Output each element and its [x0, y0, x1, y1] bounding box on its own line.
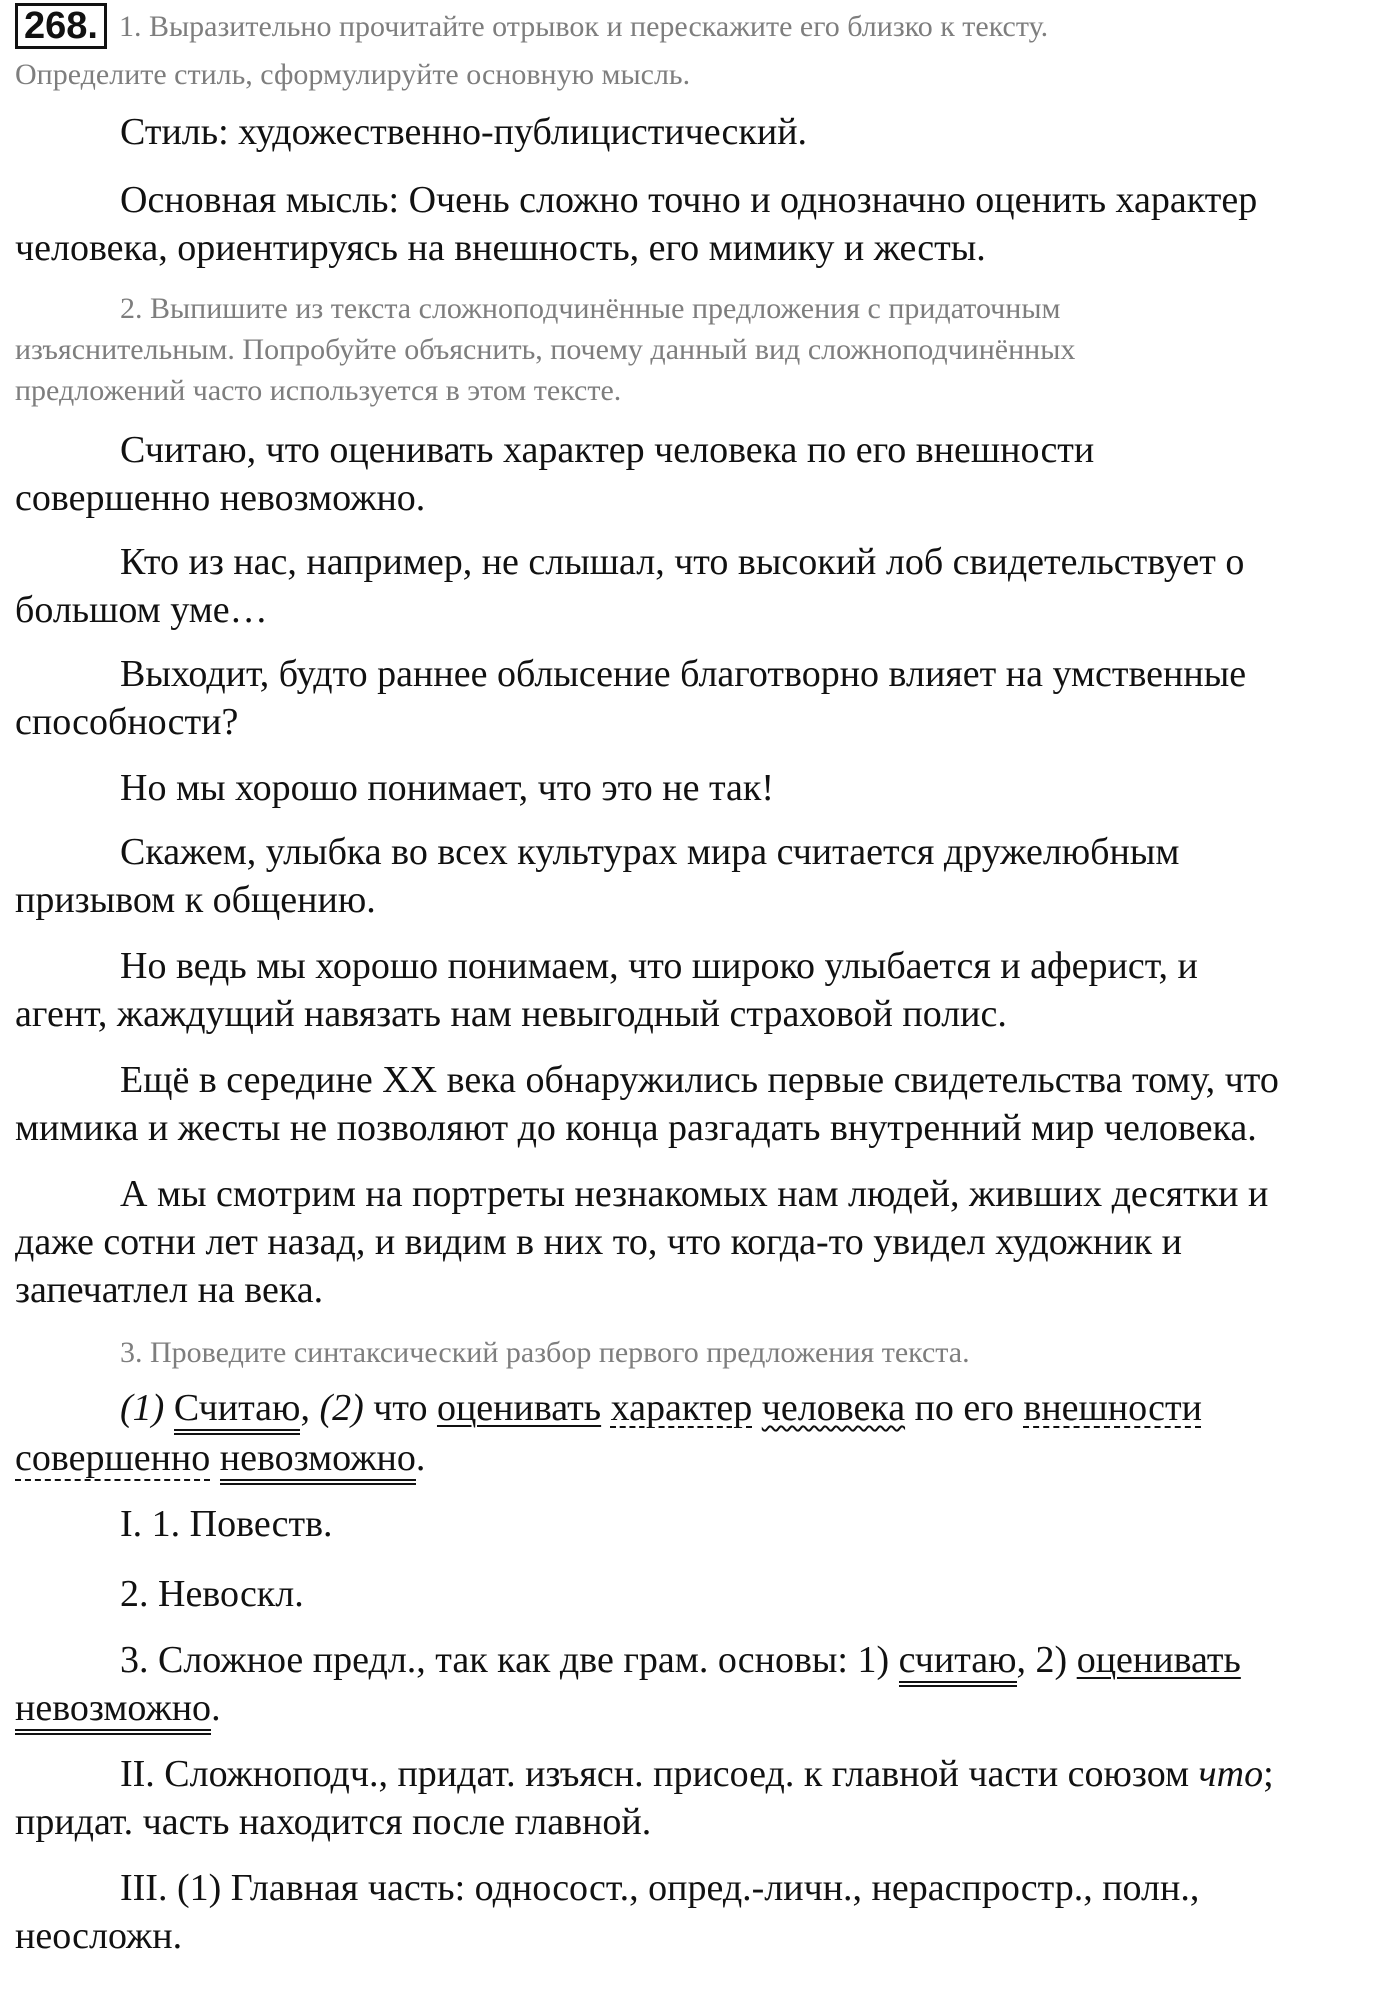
object-harakter: характер — [610, 1387, 753, 1429]
exercise-number: 268. — [15, 3, 107, 49]
task2-line3: предложений часто используется в этом тексте. — [15, 374, 622, 407]
subject-ocenivat: оценивать — [436, 1387, 602, 1429]
sentence-7-line2: мимика и жесты не позволяют до конца разгадать внутренний мир человека. — [15, 1107, 1257, 1149]
parsed-sentence-line1: (1) Считаю, (2) что оценивать характер человека по его внешности — [120, 1386, 1202, 1430]
sentence-2-line2: большом уме… — [15, 589, 268, 631]
sentence-3-line2: способности? — [15, 701, 239, 743]
analysis-i3-line1: 3. Сложное предл., так как две грам. основы: 1) считаю, 2) оценивать — [120, 1638, 1241, 1682]
sentence-5-line1: Скажем, улыбка во всех культурах мира считается дружелюбным — [120, 831, 1180, 873]
analysis-i3-line2: невозможно. — [15, 1686, 221, 1730]
analysis-ii-line1: II. Сложноподч., придат. изъясн. присоед. к главной части союзом что; — [120, 1753, 1274, 1795]
adverbial-sovershenno: совершенно — [15, 1437, 211, 1479]
subject-ocenivat-2: оценивать — [1076, 1639, 1241, 1681]
predicate-schitayu-2: считаю — [899, 1639, 1017, 1687]
analysis-i1: I. 1. Повеств. — [120, 1503, 333, 1545]
task1-line1: 268. 1. Выразительно прочитайте отрывок и перескажите его близко к тексту. — [15, 3, 1048, 49]
sentence-8-line3: запечатлел на века. — [15, 1269, 324, 1311]
analysis-i2: 2. Невоскл. — [120, 1573, 304, 1615]
sentence-3-line1: Выходит, будто раннее облысение благотворно влияет на умственные — [120, 653, 1247, 695]
task2-line2: изъяснительным. Попробуйте объяснить, почему данный вид сложноподчинённых — [15, 333, 1076, 366]
clause-marker-1: (1) — [120, 1387, 165, 1429]
task2-line1: 2. Выпишите из текста сложноподчинённые предложения с придаточным — [120, 292, 1061, 325]
sentence-6-line2: агент, жаждущий навязать нам невыгодный страховой полис. — [15, 993, 1007, 1035]
sentence-1-line2: совершенно невозможно. — [15, 477, 426, 519]
predicate-nevozmozhno-2: невозможно — [15, 1687, 211, 1735]
conjunction-chto-italic: что — [1198, 1753, 1264, 1795]
analysis-iii-line1: III. (1) Главная часть: односост., опред.-личн., нераспростр., полн., — [120, 1867, 1200, 1909]
style-answer: Стиль: художественно-публицистический. — [120, 111, 808, 153]
attribute-cheloveka: человека — [761, 1387, 906, 1429]
sentence-8-line1: А мы смотрим на портреты незнакомых нам людей, живших десятки и — [120, 1173, 1269, 1215]
task1-line2: Определите стиль, сформулируйте основную мысль. — [15, 58, 691, 91]
analysis-iii-line2: неосложн. — [15, 1915, 183, 1957]
sentence-6-line1: Но ведь мы хорошо понимаем, что широко улыбается и аферист, и — [120, 945, 1198, 987]
clause-marker-2: (2) — [319, 1387, 364, 1429]
task3: 3. Проведите синтаксический разбор первого предложения текста. — [120, 1336, 970, 1369]
sentence-1-line1: Считаю, что оценивать характер человека по его внешности — [120, 429, 1095, 471]
object-vneshnosti: внешности — [1023, 1387, 1202, 1429]
main-idea-line1: Основная мысль: Очень сложно точно и однозначно оценить характер — [120, 179, 1258, 221]
sentence-5-line2: призывом к общению. — [15, 879, 376, 921]
sentence-7-line1: Ещё в середине XX века обнаружились первые свидетельства тому, что — [120, 1059, 1279, 1101]
conjunction-chto: что — [363, 1387, 437, 1429]
predicate-nevozmozhno: невозможно — [220, 1437, 416, 1485]
analysis-ii-line2: придат. часть находится после главной. — [15, 1801, 652, 1843]
sentence-2-line1: Кто из нас, например, не слышал, что высокий лоб свидетельствует о — [120, 541, 1245, 583]
parsed-sentence-line2: совершенно невозможно. — [15, 1436, 425, 1480]
sentence-4-line1: Но мы хорошо понимает, что это не так! — [120, 767, 774, 809]
main-idea-line2: человека, ориентируясь на внешность, его мимику и жесты. — [15, 227, 986, 269]
predicate-schitayu: Считаю — [174, 1387, 301, 1435]
sentence-8-line2: даже сотни лет назад, и видим в них то, что когда-то увидел художник и — [15, 1221, 1182, 1263]
